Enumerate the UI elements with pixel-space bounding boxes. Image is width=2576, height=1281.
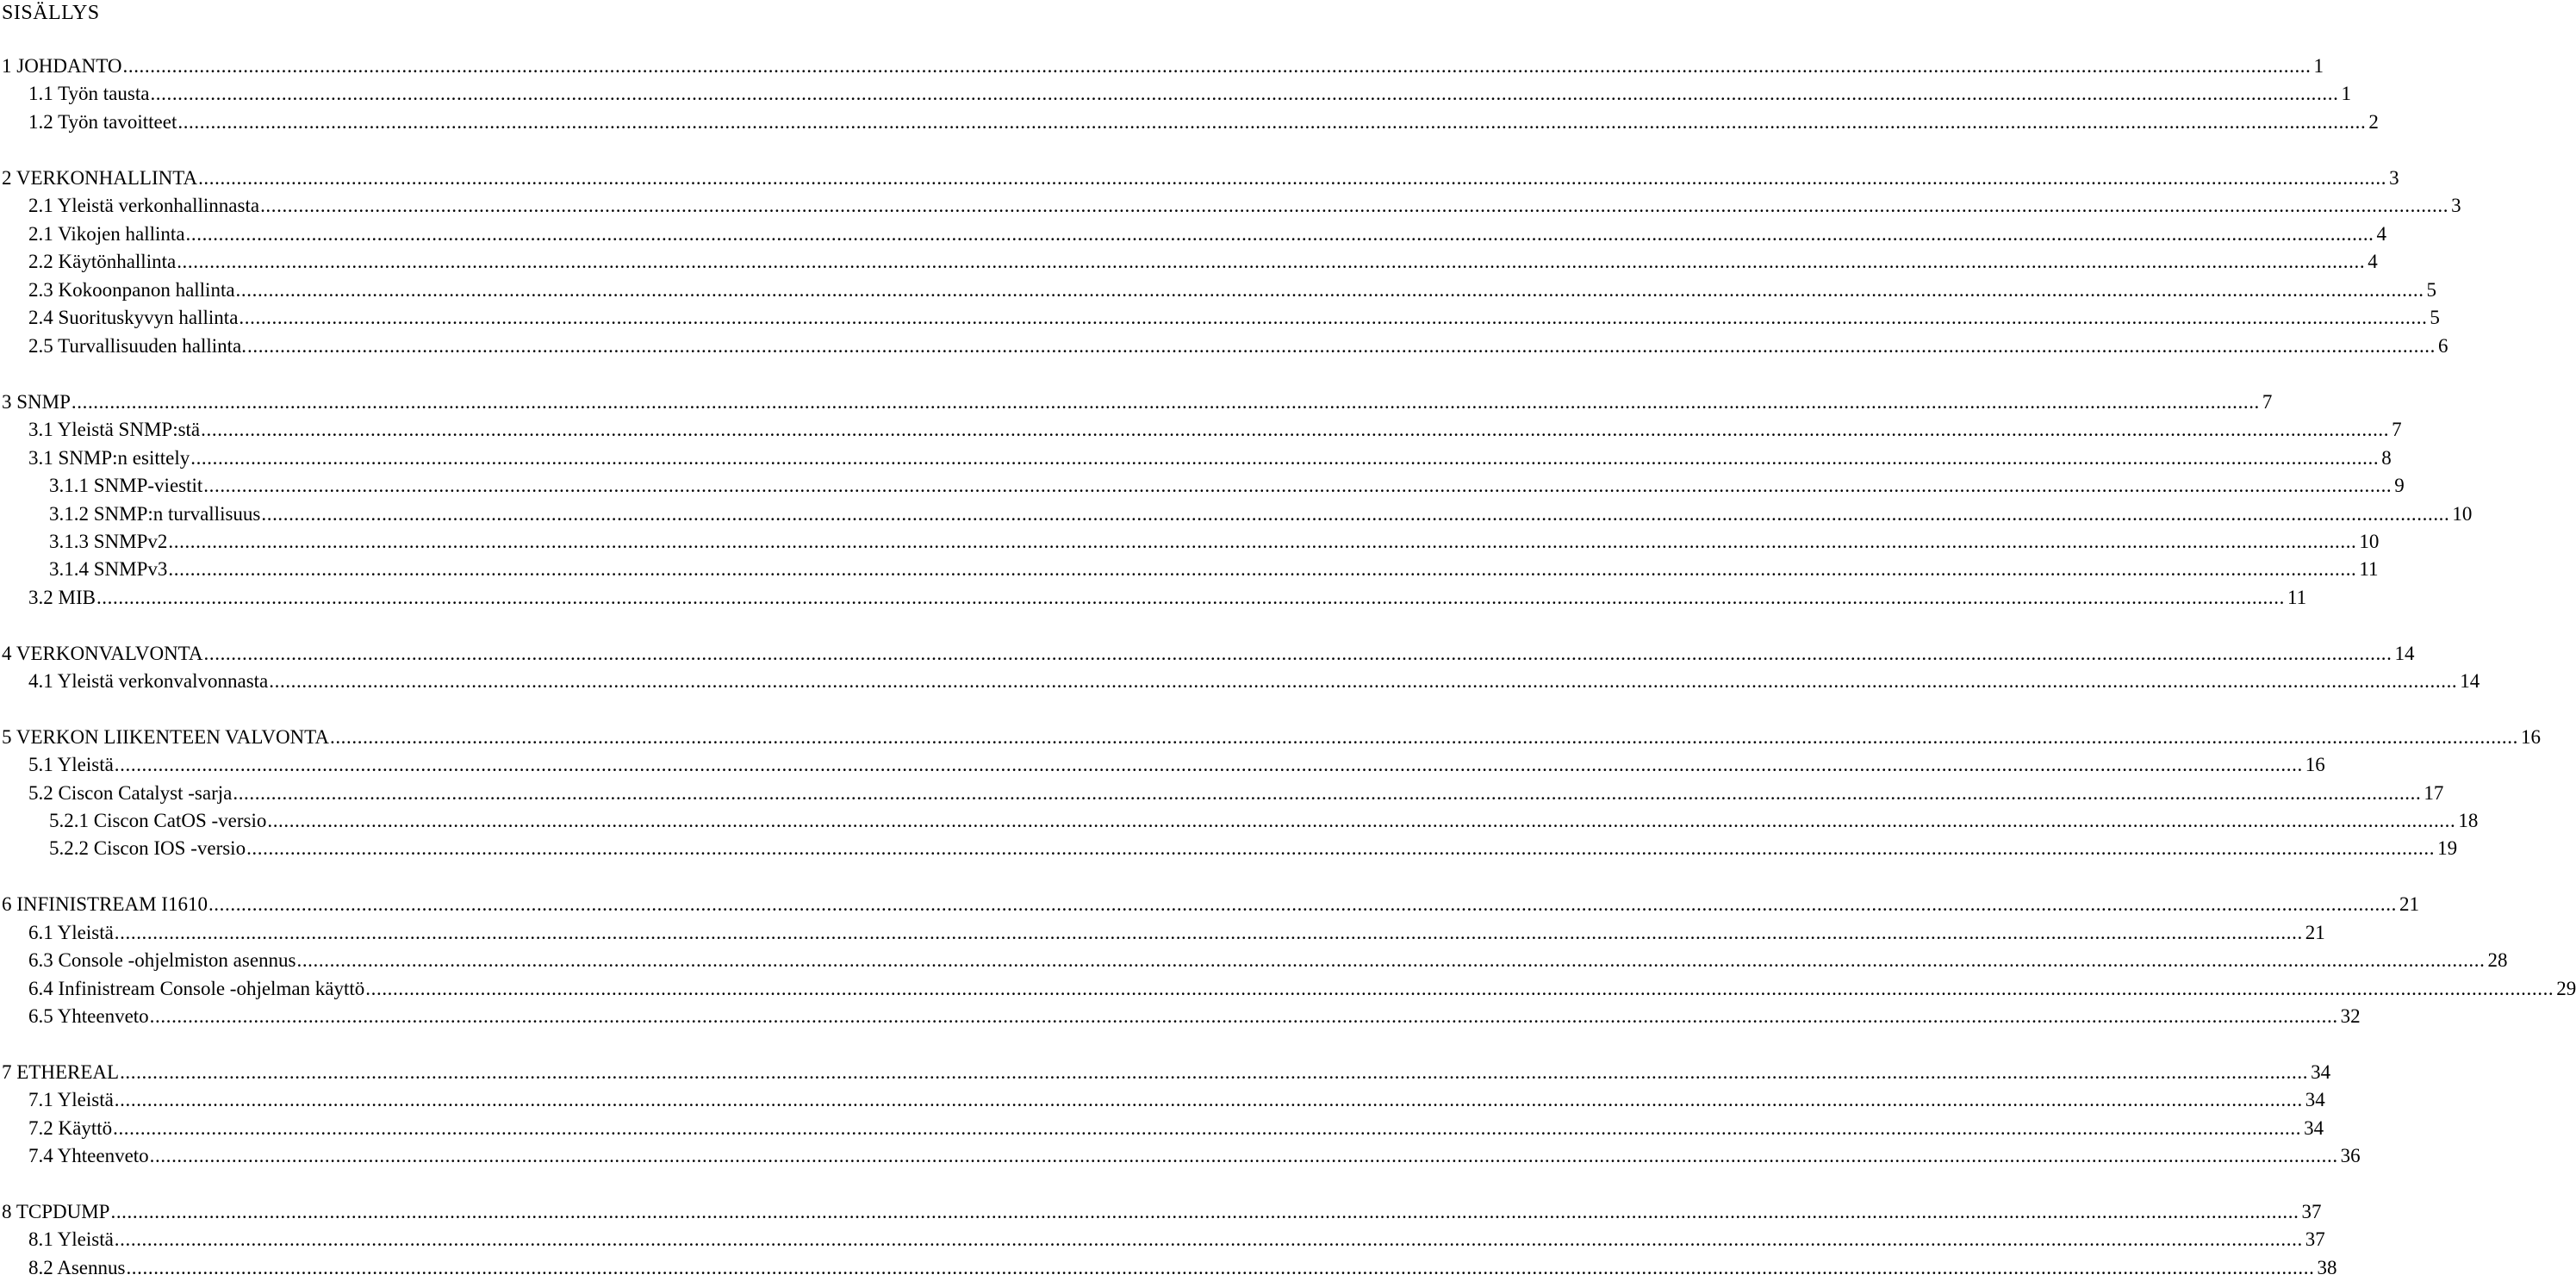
toc-entry	[2, 165, 2399, 191]
toc-entry-page-number: 7	[2262, 391, 2273, 413]
toc-entry	[49, 557, 2379, 582]
toc-entry-label: 6.3 Console -ohjelmiston asennus	[28, 949, 296, 971]
dot-leader: ................................................................................................................................................................................................................................................................................................................................................................................................................	[239, 307, 2428, 328]
dot-leader: ................................................................................................................................................................................................................................................................................................................................................................................................................	[203, 643, 2392, 664]
toc-entry	[49, 529, 2380, 555]
toc-entry-page-number: 21	[2305, 922, 2325, 943]
toc-entry-label: 3.1.3 SNMPv2	[49, 531, 168, 552]
toc-entry-label: 3.1.4 SNMPv3	[49, 558, 168, 580]
dot-leader: ................................................................................................................................................................................................................................................................................................................................................................................................................	[114, 1228, 2303, 1250]
toc-entry	[2, 389, 2273, 415]
toc-entry	[28, 920, 2325, 946]
toc-entry	[28, 1227, 2325, 1253]
toc-entry-page-number: 2	[2368, 111, 2379, 133]
toc-entry-label: 7.2 Käyttö	[28, 1117, 113, 1139]
dot-leader: ................................................................................................................................................................................................................................................................................................................................................................................................................	[168, 531, 2357, 552]
toc-entry	[28, 417, 2402, 443]
toc-entry-label: 3.1 Yleistä SNMP:stä	[28, 419, 201, 440]
toc-entry-page-number: 5	[2430, 307, 2440, 328]
dot-leader: ................................................................................................................................................................................................................................................................................................................................................................................................................	[185, 223, 2374, 245]
toc-entry	[28, 1116, 2324, 1141]
toc-entry-label: 5 VERKON LIIKENTEEN VALVONTA	[2, 726, 329, 748]
toc-entry-page-number: 4	[2376, 223, 2387, 245]
toc-entry	[2, 724, 2541, 750]
toc-entry	[2, 1060, 2331, 1085]
toc-entry	[28, 752, 2325, 778]
dot-leader: ................................................................................................................................................................................................................................................................................................................................................................................................................	[126, 1257, 2315, 1278]
toc-entry-label: 6.1 Yleistä	[28, 922, 114, 943]
toc-entry-page-number: 18	[2458, 810, 2479, 831]
toc-entry	[28, 1255, 2337, 1281]
dot-leader: ................................................................................................................................................................................................................................................................................................................................................................................................................	[149, 1005, 2338, 1027]
dot-leader: ................................................................................................................................................................................................................................................................................................................................................................................................................	[233, 782, 2422, 804]
toc-entry	[28, 1143, 2361, 1169]
toc-entry-page-number: 4	[2368, 251, 2378, 272]
toc-entry	[28, 249, 2378, 275]
dot-leader: ................................................................................................................................................................................................................................................................................................................................................................................................................	[114, 754, 2303, 775]
toc-entry-label: 3.1.1 SNMP-viestit	[49, 475, 203, 496]
dot-leader: ................................................................................................................................................................................................................................................................................................................................................................................................................	[235, 279, 2424, 301]
toc-entry-label: 6 INFINISTREAM I1610	[2, 893, 208, 915]
dot-leader: ................................................................................................................................................................................................................................................................................................................................................................................................................	[110, 1201, 2299, 1222]
dot-leader: ................................................................................................................................................................................................................................................................................................................................................................................................................	[168, 558, 2357, 580]
toc-entry-page-number: 37	[2301, 1201, 2322, 1222]
dot-leader: ................................................................................................................................................................................................................................................................................................................................................................................................................	[329, 726, 2518, 748]
toc-entry-page-number: 10	[2452, 503, 2473, 525]
dot-leader: ................................................................................................................................................................................................................................................................................................................................................................................................................	[190, 447, 2380, 469]
toc-entry	[28, 1004, 2361, 1029]
toc-entry-label: 2.2 Käytönhallinta	[28, 251, 177, 272]
page-title: SISÄLLYS	[2, 2, 100, 24]
dot-leader: ................................................................................................................................................................................................................................................................................................................................................................................................................	[201, 419, 2390, 440]
toc-entry-label: 2.3 Kokoonpanon hallinta	[28, 279, 235, 301]
toc-entry-label: 5.2.2 Ciscon IOS -versio	[49, 837, 246, 859]
toc-entry	[2, 641, 2415, 667]
toc-entry	[28, 948, 2508, 973]
toc-entry-label: 6.5 Yhteenveto	[28, 1005, 149, 1027]
toc-entry	[28, 780, 2444, 806]
toc-entry-page-number: 3	[2451, 195, 2461, 216]
dot-leader: ................................................................................................................................................................................................................................................................................................................................................................................................................	[261, 503, 2450, 525]
dot-leader: ................................................................................................................................................................................................................................................................................................................................................................................................................	[247, 335, 2436, 357]
toc-entry-label: 8.1 Yleistä	[28, 1228, 114, 1250]
toc-entry	[28, 976, 2576, 1002]
dot-leader: ................................................................................................................................................................................................................................................................................................................................................................................................................	[122, 55, 2312, 77]
toc-entry-page-number: 11	[2287, 587, 2307, 608]
toc-entry-page-number: 34	[2311, 1061, 2331, 1083]
toc-entry-label: 4.1 Yleistä verkonvalvonnasta	[28, 670, 269, 692]
toc-entry	[2, 892, 2419, 917]
dot-leader: ................................................................................................................................................................................................................................................................................................................................................................................................................	[269, 670, 2458, 692]
dot-leader: ................................................................................................................................................................................................................................................................................................................................................................................................................	[198, 167, 2387, 189]
toc-entry-page-number: 16	[2520, 726, 2541, 748]
toc-entry-page-number: 38	[2317, 1257, 2337, 1278]
toc-entry-page-number: 34	[2305, 1089, 2325, 1110]
toc-entry-label: 3.2 MIB	[28, 587, 96, 608]
toc-entry	[28, 109, 2379, 135]
toc-entry	[49, 501, 2473, 527]
dot-leader: ................................................................................................................................................................................................................................................................................................................................................................................................................	[177, 251, 2366, 272]
dot-leader: ................................................................................................................................................................................................................................................................................................................................................................................................................	[267, 810, 2456, 831]
toc-entry-label: 1.2 Työn tavoitteet	[28, 111, 177, 133]
toc-entry	[2, 1199, 2322, 1225]
toc-entry-label: 7 ETHEREAL	[2, 1061, 120, 1083]
toc-entry-page-number: 34	[2304, 1117, 2324, 1139]
toc-entry-page-number: 14	[2460, 670, 2480, 692]
dot-leader: ................................................................................................................................................................................................................................................................................................................................................................................................................	[113, 1117, 2302, 1139]
toc-entry-page-number: 1	[2341, 83, 2351, 104]
toc-entry-page-number: 5	[2426, 279, 2437, 301]
toc-entry	[28, 305, 2440, 331]
dot-leader: ................................................................................................................................................................................................................................................................................................................................................................................................................	[296, 949, 2486, 971]
toc-entry-page-number: 19	[2437, 837, 2458, 859]
toc-entry	[49, 836, 2458, 861]
dot-leader: ................................................................................................................................................................................................................................................................................................................................................................................................................	[150, 83, 2339, 104]
toc-entry-page-number: 17	[2424, 782, 2444, 804]
toc-entry	[28, 333, 2448, 359]
dot-leader: ................................................................................................................................................................................................................................................................................................................................................................................................................	[71, 391, 2260, 413]
dot-leader: ................................................................................................................................................................................................................................................................................................................................................................................................................	[114, 1089, 2303, 1110]
toc-entry	[28, 585, 2307, 611]
dot-leader: ................................................................................................................................................................................................................................................................................................................................................................................................................	[177, 111, 2367, 133]
dot-leader: ................................................................................................................................................................................................................................................................................................................................................................................................................	[365, 978, 2554, 999]
toc-entry	[28, 221, 2387, 247]
toc-entry-page-number: 36	[2340, 1145, 2361, 1166]
toc-entry-label: 5.2.1 Ciscon CatOS -versio	[49, 810, 267, 831]
toc-entry-page-number: 16	[2305, 754, 2325, 775]
toc-entry-label: 3.1.2 SNMP:n turvallisuus	[49, 503, 261, 525]
toc-entry-label: 1 JOHDANTO	[2, 55, 122, 77]
dot-leader: ................................................................................................................................................................................................................................................................................................................................................................................................................	[120, 1061, 2309, 1083]
toc-entry-label: 8 TCPDUMP	[2, 1201, 110, 1222]
toc-entry-page-number: 37	[2305, 1228, 2325, 1250]
dot-leader: ................................................................................................................................................................................................................................................................................................................................................................................................................	[96, 587, 2285, 608]
toc-entry-label: 1.1 Työn tausta	[28, 83, 150, 104]
toc-entry-page-number: 21	[2399, 893, 2419, 915]
toc-entry-label: 5.1 Yleistä	[28, 754, 114, 775]
toc-entry-label: 3.1 SNMP:n esittely	[28, 447, 190, 469]
toc-entry-page-number: 32	[2340, 1005, 2361, 1027]
toc-entry-label: 2.5 Turvallisuuden hallinta.	[28, 335, 246, 357]
toc-entry-page-number: 9	[2394, 475, 2405, 496]
dot-leader: ................................................................................................................................................................................................................................................................................................................................................................................................................	[149, 1145, 2338, 1166]
toc-entry-page-number: 6	[2438, 335, 2448, 357]
toc-entry-page-number: 3	[2389, 167, 2399, 189]
toc-entry-page-number: 1	[2313, 55, 2324, 77]
dot-leader: ................................................................................................................................................................................................................................................................................................................................................................................................................	[246, 837, 2436, 859]
toc-entry-label: 2.4 Suorituskyvyn hallinta	[28, 307, 239, 328]
toc-entry-page-number: 14	[2394, 643, 2415, 664]
toc-entry-page-number: 28	[2487, 949, 2508, 971]
toc-entry-label: 4 VERKONVALVONTA	[2, 643, 203, 664]
toc-entry-page-number: 8	[2381, 447, 2392, 469]
toc-entry	[28, 445, 2392, 471]
toc-entry	[28, 668, 2480, 694]
toc-entry-page-number: 7	[2392, 419, 2402, 440]
dot-leader: ................................................................................................................................................................................................................................................................................................................................................................................................................	[114, 922, 2303, 943]
toc-entry	[28, 1087, 2325, 1113]
toc-entry	[49, 808, 2479, 834]
toc-entry-page-number: 10	[2359, 531, 2380, 552]
toc-entry-page-number: 29	[2556, 978, 2576, 999]
toc-entry	[28, 277, 2437, 303]
toc-entry-label: 6.4 Infinistream Console -ohjelman käyttö	[28, 978, 365, 999]
toc-entry-label: 8.2 Asennus	[28, 1257, 126, 1278]
toc-entry	[2, 53, 2324, 79]
toc-entry-label: 5.2 Ciscon Catalyst -sarja	[28, 782, 233, 804]
toc-entry-label: 7.4 Yhteenveto	[28, 1145, 149, 1166]
dot-leader: ................................................................................................................................................................................................................................................................................................................................................................................................................	[208, 893, 2397, 915]
toc-entry	[28, 193, 2461, 219]
toc-entry	[28, 81, 2351, 107]
toc-entry-label: 7.1 Yleistä	[28, 1089, 114, 1110]
toc-entry	[49, 473, 2405, 499]
toc-entry-label: 2.1 Vikojen hallinta	[28, 223, 185, 245]
toc-entry-label: 2 VERKONHALLINTA	[2, 167, 198, 189]
dot-leader: ................................................................................................................................................................................................................................................................................................................................................................................................................	[260, 195, 2449, 216]
toc-entry-label: 2.1 Yleistä verkonhallinnasta	[28, 195, 260, 216]
dot-leader: ................................................................................................................................................................................................................................................................................................................................................................................................................	[203, 475, 2392, 496]
toc-entry-page-number: 11	[2359, 558, 2379, 580]
toc-entry-label: 3 SNMP	[2, 391, 71, 413]
